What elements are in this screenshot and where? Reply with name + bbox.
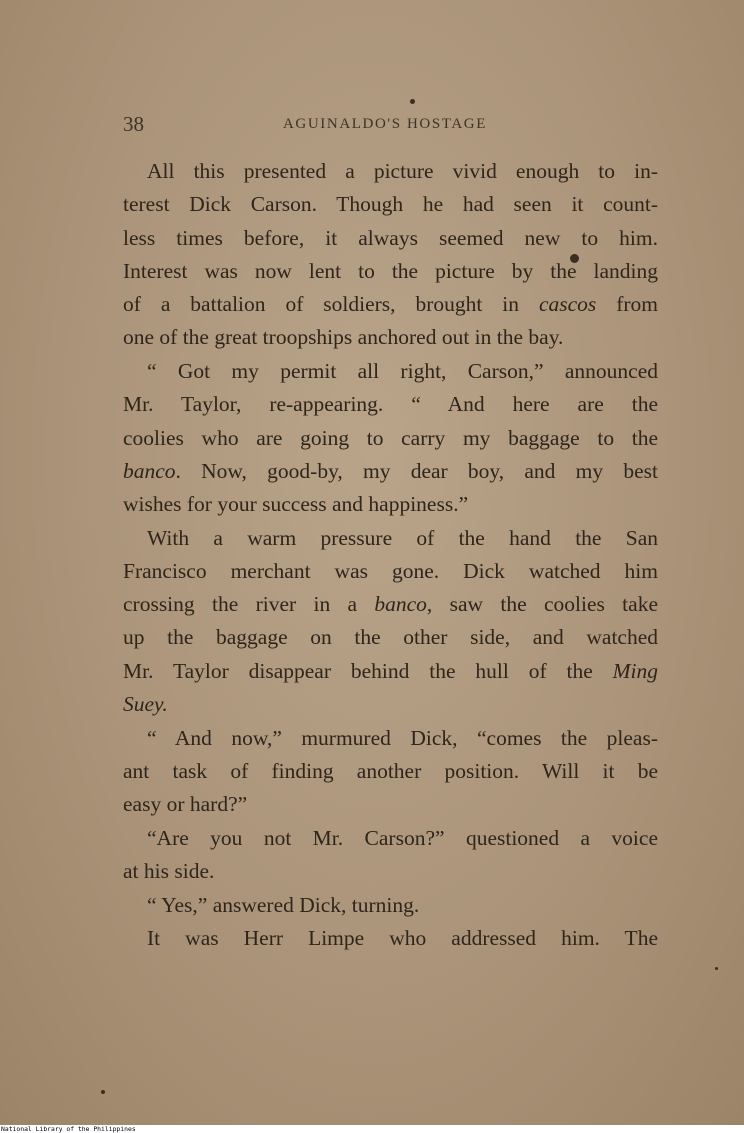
- text-line: [123, 690, 168, 718]
- text-line: [123, 590, 658, 618]
- text-line: up the baggage on the other side, and watched: [123, 625, 658, 649]
- text-line: With a warm pressure of the hand the San: [147, 526, 658, 550]
- italic-word: banco: [374, 592, 427, 616]
- text-line: coolies who are going to carry my baggage to the: [123, 426, 658, 450]
- text-line: easy or hard?”: [123, 792, 248, 816]
- text-line: Francisco merchant was gone. Dick watched him: [123, 559, 658, 583]
- text-line: one of the great troopships anchored out in the bay.: [123, 325, 564, 349]
- text-line: Interest was now lent to the picture by the landing: [123, 259, 658, 283]
- text-line: wishes for your success and happiness.”: [123, 492, 469, 516]
- text-line: [123, 457, 658, 485]
- running-title: AGUINALDO'S HOSTAGE: [283, 116, 487, 132]
- text-segment: . Now, good-by, my dear boy, and my best: [175, 459, 658, 483]
- text-segment: crossing the river in a: [123, 592, 375, 616]
- ink-spot: [410, 99, 415, 104]
- text-line: ant task of finding another position. Will it be: [123, 759, 658, 783]
- ink-spot: [101, 1090, 105, 1094]
- page-number: 38: [123, 112, 144, 136]
- italic-word: Ming: [612, 659, 658, 683]
- text-line: [123, 290, 658, 318]
- text-segment: , saw the coolies take: [426, 592, 658, 616]
- text-segment: of a battalion of soldiers, brought in: [123, 292, 539, 316]
- ink-spot: [715, 967, 718, 970]
- italic-word: banco: [123, 459, 176, 483]
- text-line: “ Yes,” answered Dick, turning.: [147, 893, 420, 917]
- page-header: [123, 112, 658, 138]
- library-credit: National Library of the Philippines: [1, 1125, 136, 1133]
- text-line: [123, 657, 658, 685]
- text-line: All this presented a picture vivid enough to in-: [147, 159, 658, 183]
- text-line: “ And now,” murmured Dick, “comes the pleas-: [147, 726, 658, 750]
- text-line: “Are you not Mr. Carson?” questioned a voice: [147, 826, 658, 850]
- italic-word: cascos: [538, 292, 597, 316]
- text-line: less times before, it always seemed new to him.: [123, 226, 658, 250]
- text-segment: from: [596, 292, 658, 316]
- italic-word: Suey.: [123, 692, 168, 716]
- text-line: terest Dick Carson. Though he had seen it count-: [123, 192, 658, 216]
- text-line: It was Herr Limpe who addressed him. The: [147, 926, 658, 950]
- text-segment: Mr. Taylor disappear behind the hull of the: [123, 659, 613, 683]
- text-line: “ Got my permit all right, Carson,” announced: [147, 359, 658, 383]
- text-line: at his side.: [123, 859, 215, 883]
- text-line: Mr. Taylor, re-appearing. “ And here are the: [123, 392, 658, 416]
